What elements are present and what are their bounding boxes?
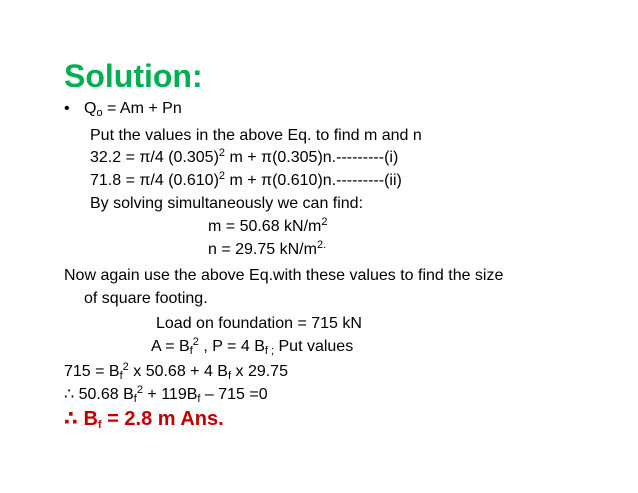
subscript: f [119, 370, 123, 382]
result-m [208, 216, 328, 235]
area-load-line [151, 336, 354, 357]
instruction-line: Put the values in the above Eq. to find m and n [90, 127, 422, 144]
equation-715 [64, 361, 288, 382]
solve-line: By solving simultaneously we can find: [90, 195, 364, 212]
subscript: f [227, 370, 232, 382]
text: – 715 =0 [200, 386, 268, 403]
text: Q [84, 100, 97, 117]
text: m = 50.68 kN/m [208, 218, 322, 235]
superscript: 2 [218, 147, 226, 159]
answer-line [64, 409, 224, 429]
text: x 50.68 + 4 B [128, 363, 228, 380]
subscript: f [264, 345, 268, 357]
text: = 2.8 m Ans. [101, 408, 224, 430]
superscript: 2 [218, 170, 226, 182]
text: 71.8 = π/4 (0.610) [90, 172, 219, 189]
text: ∴ B [64, 408, 98, 430]
text: + 119B [142, 386, 198, 403]
text: , P = 4 B [198, 338, 265, 355]
superscript: 2 [136, 384, 143, 396]
bullet-icon: • [64, 100, 70, 117]
text: x 29.75 [231, 363, 288, 380]
subscript: f [189, 345, 193, 357]
quadratic-line [64, 384, 268, 405]
equation-line-1 [84, 101, 182, 117]
equation-line-ii [90, 170, 402, 189]
text: A = B [151, 338, 190, 355]
superscript: 2. [316, 239, 327, 251]
text: 32.2 = π/4 (0.305) [90, 149, 219, 166]
paragraph-line-2: of square footing. [84, 290, 208, 307]
text: m + π(0.610)n.---------(ii) [225, 172, 402, 189]
load-line: Load on foundation = 715 kN [156, 315, 362, 332]
paragraph-line-1: Now again use the above Eq.with these values to find the size [64, 267, 504, 284]
subscript: f [97, 419, 102, 431]
equation-line-i [90, 147, 399, 166]
text: = Am + Pn [102, 100, 182, 117]
text: m + π(0.305)n.---------(i) [225, 149, 399, 166]
subscript: f [133, 393, 137, 405]
superscript: 2 [122, 361, 129, 373]
text: ∴ 50.68 B [64, 386, 134, 403]
superscript: 2 [192, 336, 199, 348]
superscript: 2 [321, 216, 328, 228]
text: Put values [274, 338, 354, 355]
subscript: o [96, 107, 103, 119]
text: 715 = B [64, 363, 120, 380]
text: n = 29.75 kN/m [208, 241, 317, 258]
subscript: f [197, 393, 201, 405]
subscript: ; [267, 345, 275, 357]
slide-title: Solution: [64, 58, 203, 94]
result-n [208, 239, 327, 258]
